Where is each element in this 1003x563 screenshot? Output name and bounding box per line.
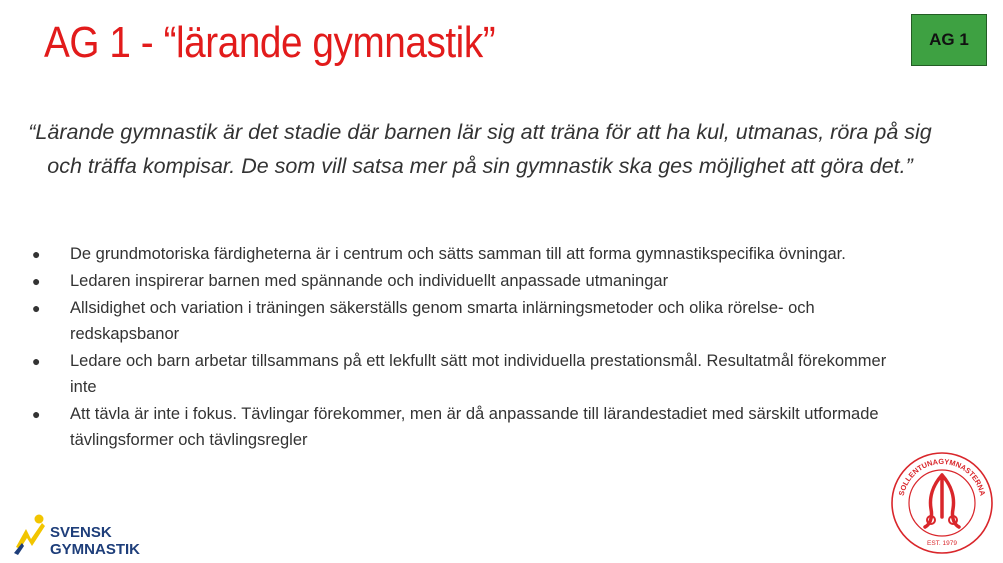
badge-label: AG 1 <box>929 30 969 49</box>
bullet-icon: ● <box>32 300 41 316</box>
list-item <box>30 348 890 400</box>
gymnast-figure-icon <box>12 513 52 559</box>
list-item <box>30 295 890 347</box>
list-item-text: Ledaren inspirerar barnen med spännande och individuellt anpassade utmaningar <box>70 272 669 290</box>
bullet-icon: ● <box>32 273 41 289</box>
ag1-badge <box>911 14 987 66</box>
svg-text:SOLLENTUNAGYMNASTERNA: SOLLENTUNAGYMNASTERNA <box>896 456 988 497</box>
svensk-gymnastik-logo <box>12 513 152 559</box>
bullet-icon: ● <box>32 406 41 422</box>
bullet-icon: ● <box>32 246 41 262</box>
list-item-text: Att tävla är inte i fokus. Tävlingar förekommer, men är då anpassande till lärandestadiet med särskilt utformade tävlingsformer och tävlingsregler <box>70 405 879 449</box>
list-item <box>30 241 890 267</box>
list-item-text: De grundmotoriska färdigheterna är i centrum och sätts samman till att forma gymnastikspecifika övningar. <box>70 245 846 263</box>
slide-title: AG 1 - “lärande gymnastik” <box>44 18 496 67</box>
logo-line-2: GYMNASTIK <box>50 541 140 558</box>
sollentuna-seal-logo <box>889 445 995 557</box>
quote-text: “Lärande gymnastik är det stadie där barnen lär sig att träna för att ha kul, utmanas, röra på sig och träffa kompisar. De som vill satsa mer på sin gymnastik ska ges möjlighet att göra det.” <box>28 120 932 178</box>
bullet-icon: ● <box>32 353 41 369</box>
svg-text:EST. 1979: EST. 1979 <box>927 540 957 547</box>
list-item <box>30 268 890 294</box>
list-item <box>30 401 890 453</box>
list-item-text: Allsidighet och variation i träningen säkerställs genom smarta inlärningsmetoder och olika rörelse- och redskapsbanor <box>70 299 815 343</box>
logo-line-1: SVENSK <box>50 524 112 541</box>
list-item-text: Ledare och barn arbetar tillsammans på ett lekfullt sätt mot individuella prestationsmål. Resultatmål förekommer inte <box>70 352 887 396</box>
bullet-list <box>30 241 890 454</box>
